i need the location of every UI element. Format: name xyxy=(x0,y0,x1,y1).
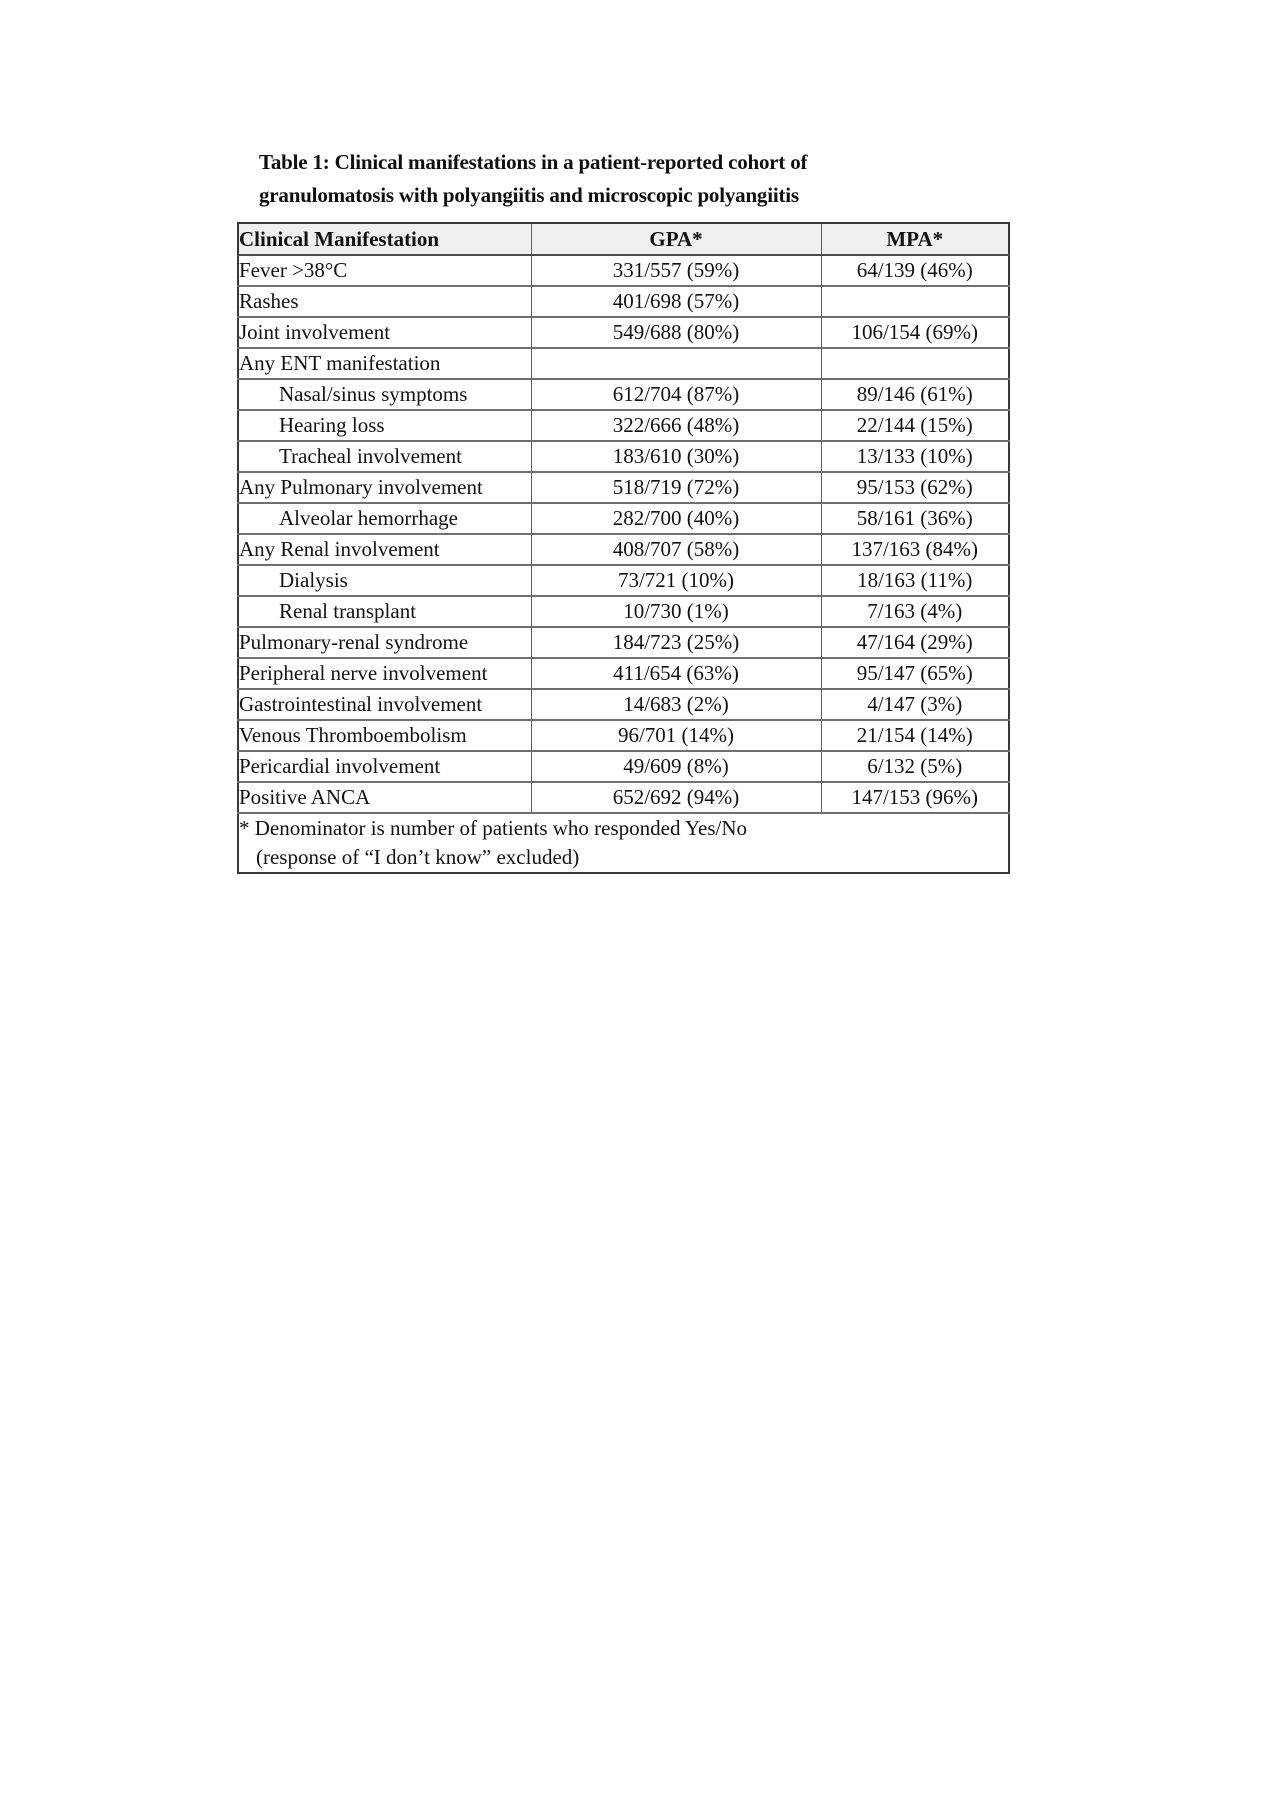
table-row xyxy=(238,565,1009,596)
column-header-clinical-manifestation: Clinical Manifestation xyxy=(238,223,531,255)
manifestation-cell: Any Pulmonary involvement xyxy=(238,472,531,503)
gpa-value-cell: 10/730 (1%) xyxy=(531,596,821,627)
gpa-value-cell: 518/719 (72%) xyxy=(531,472,821,503)
manifestation-cell: Dialysis xyxy=(238,565,531,596)
mpa-value-cell: 13/133 (10%) xyxy=(821,441,1009,472)
gpa-value-cell: 282/700 (40%) xyxy=(531,503,821,534)
manifestation-cell: Tracheal involvement xyxy=(238,441,531,472)
gpa-value-cell: 549/688 (80%) xyxy=(531,317,821,348)
manifestation-cell: Nasal/sinus symptoms xyxy=(238,379,531,410)
table-row xyxy=(238,472,1009,503)
mpa-value-cell: 95/153 (62%) xyxy=(821,472,1009,503)
manifestation-cell: Pulmonary-renal syndrome xyxy=(238,627,531,658)
manifestation-cell: Pericardial involvement xyxy=(238,751,531,782)
mpa-value-cell: 64/139 (46%) xyxy=(821,255,1009,286)
table-row xyxy=(238,658,1009,689)
gpa-value-cell: 184/723 (25%) xyxy=(531,627,821,658)
gpa-value-cell: 652/692 (94%) xyxy=(531,782,821,813)
table-header xyxy=(238,223,1009,255)
clinical-manifestations-table xyxy=(237,222,1010,874)
gpa-value-cell: 322/666 (48%) xyxy=(531,410,821,441)
mpa-value-cell: 6/132 (5%) xyxy=(821,751,1009,782)
gpa-value-cell: 73/721 (10%) xyxy=(531,565,821,596)
table-title-line2: granulomatosis with polyangiitis and microscopic polyangiitis xyxy=(259,183,799,207)
footnote-row xyxy=(238,813,1009,873)
table-body xyxy=(238,255,1009,813)
manifestation-cell: Fever >38°C xyxy=(238,255,531,286)
table-title-line1: Table 1: Clinical manifestations in a patient-reported cohort of xyxy=(259,150,808,174)
table-block xyxy=(237,146,1008,874)
gpa-value-cell xyxy=(531,348,821,379)
column-header-gpa: GPA* xyxy=(531,223,821,255)
manifestation-cell: Joint involvement xyxy=(238,317,531,348)
manifestation-cell: Alveolar hemorrhage xyxy=(238,503,531,534)
table-row xyxy=(238,255,1009,286)
mpa-value-cell xyxy=(821,286,1009,317)
table-row xyxy=(238,751,1009,782)
manifestation-cell: Renal transplant xyxy=(238,596,531,627)
gpa-value-cell: 331/557 (59%) xyxy=(531,255,821,286)
gpa-value-cell: 49/609 (8%) xyxy=(531,751,821,782)
manifestation-cell: Peripheral nerve involvement xyxy=(238,658,531,689)
mpa-value-cell: 7/163 (4%) xyxy=(821,596,1009,627)
gpa-value-cell: 14/683 (2%) xyxy=(531,689,821,720)
table-row xyxy=(238,534,1009,565)
table-row xyxy=(238,720,1009,751)
mpa-value-cell: 22/144 (15%) xyxy=(821,410,1009,441)
mpa-value-cell: 18/163 (11%) xyxy=(821,565,1009,596)
gpa-value-cell: 96/701 (14%) xyxy=(531,720,821,751)
mpa-value-cell xyxy=(821,348,1009,379)
gpa-value-cell: 183/610 (30%) xyxy=(531,441,821,472)
manifestation-cell: Positive ANCA xyxy=(238,782,531,813)
table-row xyxy=(238,782,1009,813)
table-row xyxy=(238,379,1009,410)
manifestation-cell: Rashes xyxy=(238,286,531,317)
header-row xyxy=(238,223,1009,255)
table-row xyxy=(238,317,1009,348)
table-row xyxy=(238,503,1009,534)
table-title xyxy=(259,146,1008,212)
table-row xyxy=(238,627,1009,658)
table-footer xyxy=(238,813,1009,873)
manifestation-cell: Any ENT manifestation xyxy=(238,348,531,379)
mpa-value-cell: 21/154 (14%) xyxy=(821,720,1009,751)
column-header-mpa: MPA* xyxy=(821,223,1009,255)
footnote-line1: * Denominator is number of patients who responded Yes/No xyxy=(239,816,748,840)
footnote-cell xyxy=(238,813,1009,873)
manifestation-cell: Any Renal involvement xyxy=(238,534,531,565)
gpa-value-cell: 401/698 (57%) xyxy=(531,286,821,317)
mpa-value-cell: 137/163 (84%) xyxy=(821,534,1009,565)
table-row xyxy=(238,348,1009,379)
table-row xyxy=(238,441,1009,472)
table-row xyxy=(238,410,1009,441)
table-row xyxy=(238,596,1009,627)
mpa-value-cell: 147/153 (96%) xyxy=(821,782,1009,813)
manifestation-cell: Hearing loss xyxy=(238,410,531,441)
mpa-value-cell: 4/147 (3%) xyxy=(821,689,1009,720)
mpa-value-cell: 106/154 (69%) xyxy=(821,317,1009,348)
mpa-value-cell: 58/161 (36%) xyxy=(821,503,1009,534)
gpa-value-cell: 612/704 (87%) xyxy=(531,379,821,410)
gpa-value-cell: 411/654 (63%) xyxy=(531,658,821,689)
manifestation-cell: Venous Thromboembolism xyxy=(238,720,531,751)
table-row xyxy=(238,689,1009,720)
mpa-value-cell: 89/146 (61%) xyxy=(821,379,1009,410)
manifestation-cell: Gastrointestinal involvement xyxy=(238,689,531,720)
table-row xyxy=(238,286,1009,317)
mpa-value-cell: 95/147 (65%) xyxy=(821,658,1009,689)
mpa-value-cell: 47/164 (29%) xyxy=(821,627,1009,658)
gpa-value-cell: 408/707 (58%) xyxy=(531,534,821,565)
footnote-line2: (response of “I don’t know” excluded) xyxy=(256,845,580,869)
